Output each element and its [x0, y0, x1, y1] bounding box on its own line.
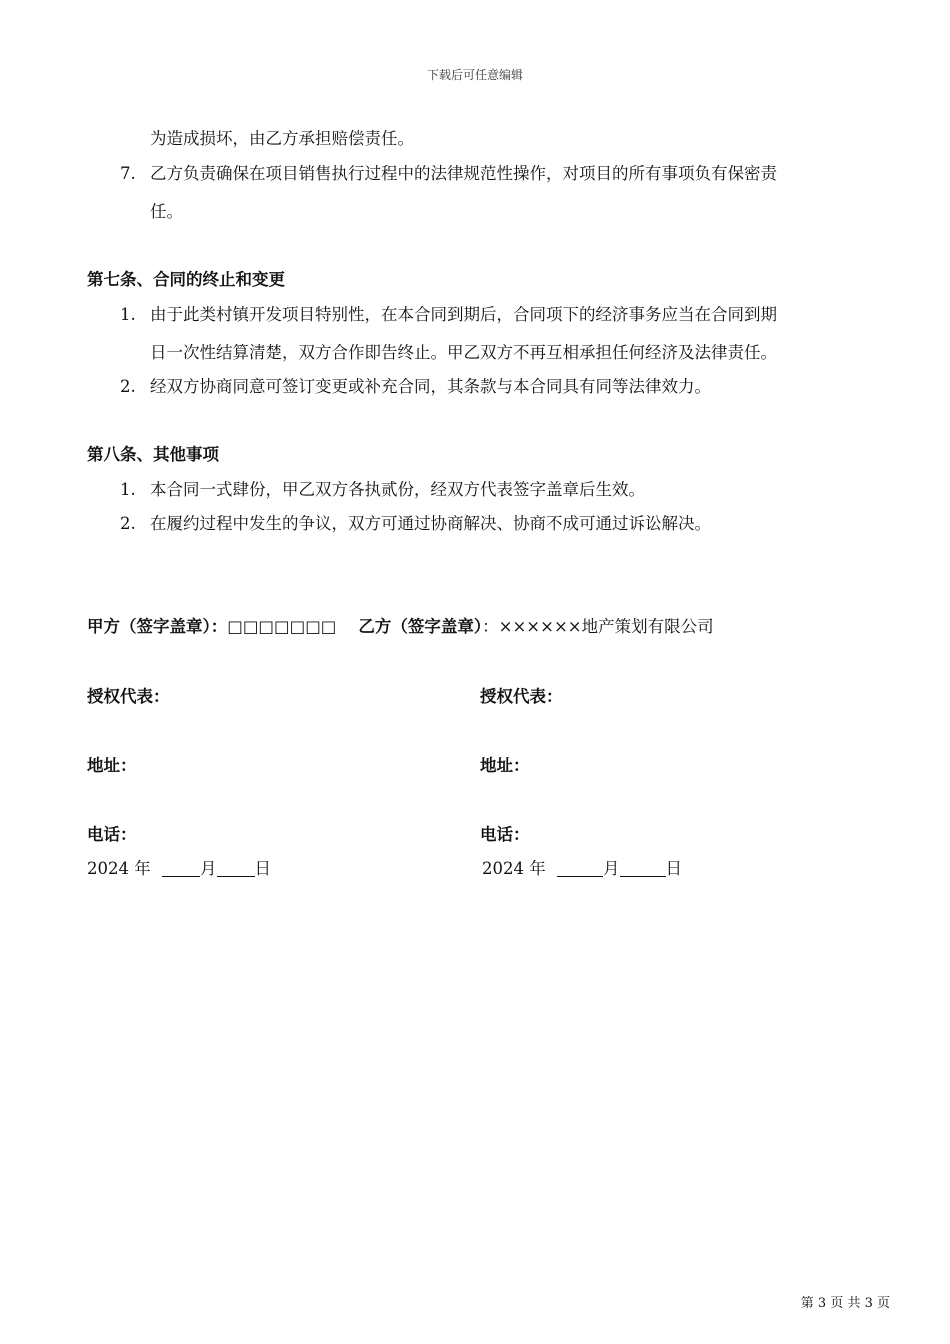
day-blank: [620, 862, 666, 877]
signature-parties-line: [87, 613, 714, 637]
party-a-value: □□□□□□□: [227, 617, 337, 636]
item-text: 在履约过程中发生的争议，双方可通过协商解决、协商不成可通过诉讼解决。: [150, 514, 711, 533]
clause7-title: 第七条、合同的终止和变更: [87, 270, 285, 289]
date-day: 日: [665, 859, 682, 878]
clause6-item7-cont: 任。: [150, 202, 183, 221]
item-number: 1.: [120, 480, 136, 499]
party-a-label: 甲方（签字盖章）：: [87, 617, 228, 636]
clause6-continuation: 为造成损坏，由乙方承担赔偿责任。: [150, 129, 414, 148]
party-a-date: [87, 855, 271, 879]
date-year: 2024 年: [482, 859, 546, 878]
clause7-item1-cont: 日一次性结算清楚，双方合作即告终止。甲乙双方不再互相承担任何经济及法律责任。: [150, 343, 777, 362]
item-text: 乙方负责确保在项目销售执行过程中的法律规范性操作，对项目的所有事项负有保密责: [150, 164, 777, 183]
item-number: 7.: [120, 164, 136, 183]
month-blank: [162, 862, 200, 877]
clause8-item1: [120, 476, 645, 500]
page-number: 第 3 页 共 3 页: [800, 1296, 890, 1311]
clause8-item2: [120, 510, 711, 534]
clause6-item7: [120, 160, 777, 184]
clause7-item1: [120, 301, 777, 325]
item-text: 本合同一式肆份，甲乙双方各执贰份，经双方代表签字盖章后生效。: [150, 480, 645, 499]
day-blank: [217, 862, 255, 877]
party-b-tel-label: 电话：: [480, 825, 530, 844]
party-b-date: [482, 855, 682, 879]
party-b-rep-label: 授权代表：: [480, 687, 563, 706]
party-b-label: 乙方（签字盖章）: [358, 617, 483, 636]
item-text: 经双方协商同意可签订变更或补充合同，其条款与本合同具有同等法律效力。: [150, 377, 711, 396]
item-number: 2.: [120, 514, 136, 533]
clause8-title: 第八条、其他事项: [87, 445, 219, 464]
party-b-value: ：××××××地产策划有限公司: [482, 617, 714, 636]
party-a-rep-label: 授权代表：: [87, 687, 170, 706]
party-b-addr-label: 地址：: [480, 756, 530, 775]
clause7-item2: [120, 373, 711, 397]
item-number: 1.: [120, 305, 136, 324]
date-month: 月: [603, 859, 620, 878]
date-day: 日: [254, 859, 271, 878]
party-a-addr-label: 地址：: [87, 756, 137, 775]
item-number: 2.: [120, 377, 136, 396]
date-month: 月: [200, 859, 217, 878]
date-year: 2024 年: [87, 859, 151, 878]
item-text: 由于此类村镇开发项目特别性，在本合同到期后，合同项下的经济事务应当在合同到期: [150, 305, 777, 324]
page-header: 下载后可任意编辑: [426, 68, 523, 82]
month-blank: [557, 862, 603, 877]
party-a-tel-label: 电话：: [87, 825, 137, 844]
